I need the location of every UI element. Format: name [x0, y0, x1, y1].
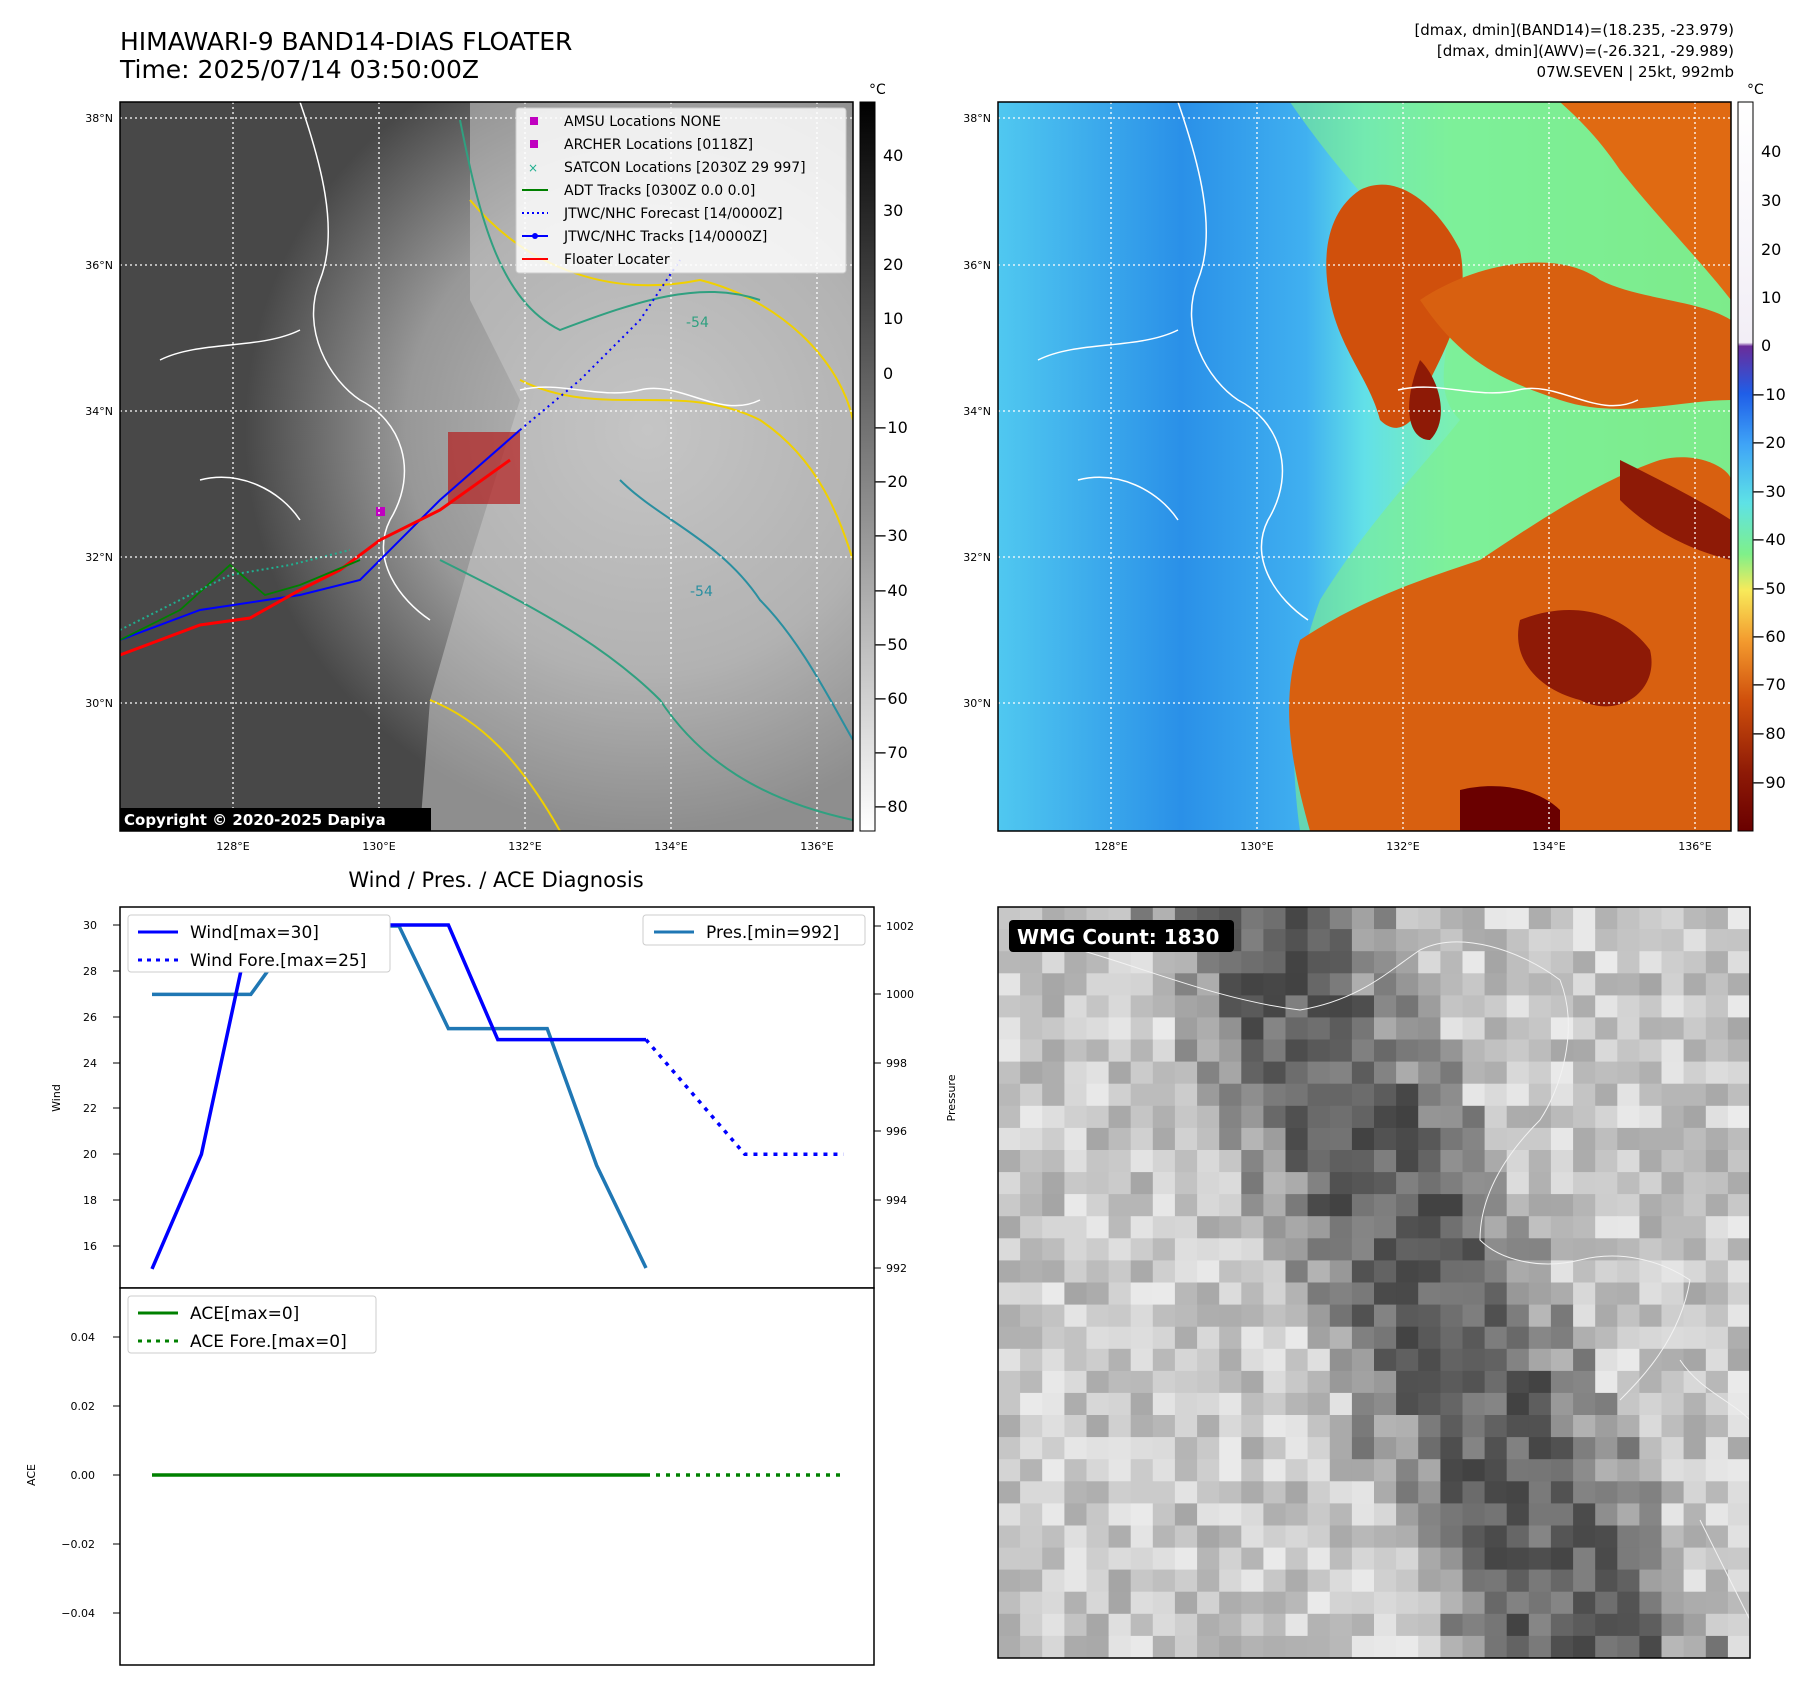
legend-label: Floater Locater — [564, 252, 670, 268]
colorbar-tick: −70 — [1752, 675, 1786, 694]
gray-colorbar — [860, 82, 908, 831]
diag-title: Wind / Pres. / ACE Diagnosis — [348, 868, 644, 892]
wind-tick: 30 — [83, 919, 97, 932]
lat-tick: 34°N — [963, 405, 991, 418]
lat-tick: 36°N — [963, 259, 991, 272]
legend-wind-fore: Wind Fore.[max=25] — [190, 951, 367, 971]
lat-tick: 30°N — [85, 697, 113, 710]
colorbar-tick: −80 — [1752, 724, 1786, 743]
lon-tick: 134°E — [1532, 840, 1566, 853]
legend-ace-fore: ACE Fore.[max=0] — [190, 1332, 347, 1352]
right-map-lat-ticks — [963, 112, 991, 710]
wind-tick: 28 — [83, 965, 97, 978]
pres-tick: 992 — [886, 1262, 907, 1275]
wmg-grid — [998, 907, 1751, 1659]
wind-tick: 22 — [83, 1102, 97, 1115]
wind-tick: 26 — [83, 1011, 97, 1024]
legend-label: JTWC/NHC Tracks [14/0000Z] — [564, 229, 768, 245]
legend-ace: ACE[max=0] — [190, 1304, 300, 1324]
left-map-lon-ticks — [216, 840, 833, 853]
copyright: Copyright © 2020-2025 Dapiya — [124, 811, 386, 829]
wind-axis-ticks — [83, 919, 97, 1253]
legend-label: ARCHER Locations [0118Z] — [564, 137, 754, 153]
wind-legend — [128, 915, 390, 972]
ace-axis-ticks — [61, 1331, 95, 1620]
colorbar-unit: °C — [869, 82, 886, 98]
colorbar-tick: −60 — [1752, 627, 1786, 646]
legend-label: ADT Tracks [0300Z 0.0 0.0] — [564, 183, 756, 199]
colorbar-tick: −10 — [874, 418, 908, 437]
wind-tick: 16 — [83, 1240, 97, 1253]
colorbar-tick: 10 — [883, 309, 904, 328]
lat-tick: 32°N — [85, 551, 113, 564]
lat-tick: 38°N — [963, 112, 991, 125]
colorbar-tick: 10 — [1761, 288, 1782, 307]
legend-pres: Pres.[min=992] — [706, 923, 840, 943]
awv-colorbar — [1738, 82, 1786, 831]
right-map-lon-ticks — [1094, 840, 1711, 853]
colorbar-tick: −90 — [1752, 773, 1786, 792]
lon-tick: 128°E — [216, 840, 250, 853]
pres-tick: 994 — [886, 1194, 907, 1207]
colorbar-tick: −30 — [874, 526, 908, 545]
legend-label: SATCON Locations [2030Z 29 997] — [564, 160, 806, 176]
ace-tick: −0.02 — [61, 1538, 95, 1551]
wind-ylabel: Wind — [50, 1084, 63, 1112]
legend-wind: Wind[max=30] — [190, 923, 319, 943]
colorbar-tick: 40 — [883, 146, 904, 165]
colorbar-tick: −20 — [874, 472, 908, 491]
ace-tick: 0.04 — [70, 1331, 95, 1344]
lat-tick: 30°N — [963, 697, 991, 710]
band14-map — [120, 102, 853, 831]
info-awv: [dmax, dmin](AWV)=(-26.321, -29.989) — [1436, 42, 1734, 60]
ace-ylabel: ACE — [25, 1464, 38, 1486]
colorbar-tick: −10 — [1752, 385, 1786, 404]
legend-label: AMSU Locations NONE — [564, 114, 722, 130]
lon-tick: 136°E — [800, 840, 834, 853]
floater-box — [448, 432, 520, 504]
colorbar-tick: −60 — [874, 689, 908, 708]
diagnosis-chart — [25, 868, 958, 1665]
wmg-panel — [998, 907, 1751, 1659]
colorbar-tick: −30 — [1752, 482, 1786, 501]
colorbar-tick: −50 — [1752, 579, 1786, 598]
ace-legend — [128, 1296, 376, 1353]
lon-tick: 132°E — [1386, 840, 1420, 853]
chart-time: Time: 2025/07/14 03:50:00Z — [120, 55, 479, 84]
info-storm: 07W.SEVEN | 25kt, 992mb — [1536, 63, 1734, 81]
pressure-legend — [643, 915, 865, 945]
colorbar-tick: 0 — [1761, 336, 1772, 355]
map-legend — [516, 108, 846, 273]
contour-label: -54 — [686, 315, 709, 331]
colorbar-tick: 20 — [883, 255, 904, 274]
colorbar-tick: −20 — [1752, 433, 1786, 452]
ace-tick: 0.00 — [70, 1469, 95, 1482]
lon-tick: 130°E — [1240, 840, 1274, 853]
wind-tick: 20 — [83, 1148, 97, 1161]
colorbar-tick: −40 — [1752, 530, 1786, 549]
legend-marker-amsu — [530, 117, 538, 125]
info-band14: [dmax, dmin](BAND14)=(18.235, -23.979) — [1414, 21, 1734, 39]
wmg-count: WMG Count: 1830 — [1017, 925, 1220, 949]
lat-tick: 32°N — [963, 551, 991, 564]
lat-tick: 34°N — [85, 405, 113, 418]
ace-tick: −0.04 — [61, 1607, 95, 1620]
wind-tick: 18 — [83, 1194, 97, 1207]
lat-tick: 38°N — [85, 112, 113, 125]
colorbar-tick: 30 — [883, 201, 904, 220]
legend-marker-satcon: × — [528, 161, 539, 175]
lon-tick: 130°E — [362, 840, 396, 853]
colorbar-tick: −40 — [874, 581, 908, 600]
colorbar-tick: 0 — [883, 364, 894, 383]
colorbar-tick: −50 — [874, 635, 908, 654]
legend-label: JTWC/NHC Forecast [14/0000Z] — [564, 206, 783, 222]
colorbar-tick: −80 — [874, 797, 908, 816]
awv-map — [998, 102, 1731, 831]
lon-tick: 128°E — [1094, 840, 1128, 853]
colorbar-tick: −70 — [874, 743, 908, 762]
chart-title: HIMAWARI-9 BAND14-DIAS FLOATER — [120, 27, 573, 56]
legend-marker-archer — [530, 140, 538, 148]
colorbar-unit: °C — [1747, 82, 1764, 98]
ace-tick: 0.02 — [70, 1400, 95, 1413]
lat-tick: 36°N — [85, 259, 113, 272]
wind-tick: 24 — [83, 1057, 97, 1070]
left-map-lat-ticks — [85, 112, 113, 710]
pres-tick: 1000 — [886, 988, 914, 1001]
pressure-axis-ticks — [886, 920, 914, 1275]
lon-tick: 132°E — [508, 840, 542, 853]
lon-tick: 136°E — [1678, 840, 1712, 853]
pres-tick: 1002 — [886, 920, 914, 933]
pressure-ylabel: Pressure — [945, 1074, 958, 1122]
colorbar-tick: 30 — [1761, 191, 1782, 210]
lon-tick: 134°E — [654, 840, 688, 853]
pres-tick: 996 — [886, 1125, 907, 1138]
pres-tick: 998 — [886, 1057, 907, 1070]
contour-label: -54 — [690, 584, 713, 600]
colorbar-tick: 40 — [1761, 142, 1782, 161]
colorbar-tick: 20 — [1761, 240, 1782, 259]
